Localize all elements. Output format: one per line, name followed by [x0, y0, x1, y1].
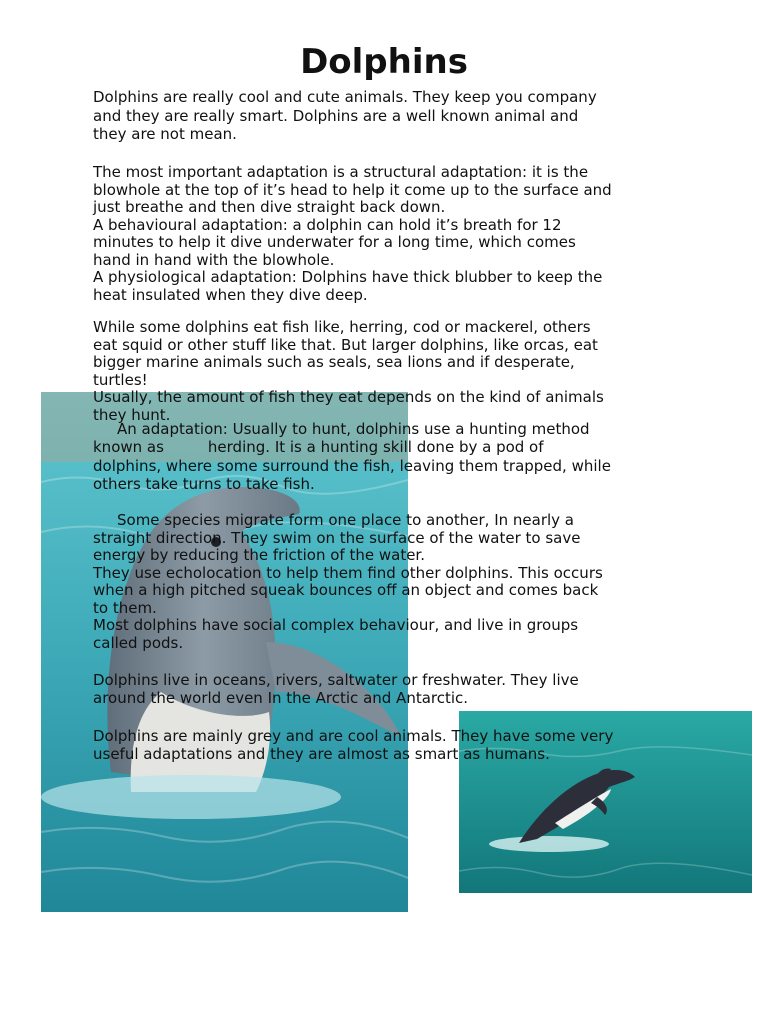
text-line: eat squid or other stuff like that. But larger dolphins, like orcas, eat [93, 335, 598, 354]
text-line: Dolphins are really cool and cute animals. They keep you company [93, 88, 597, 106]
text-line: Most dolphins have social complex behaviour, and live in groups [93, 616, 579, 634]
text-line: Usually, the amount of fish they eat depends on the kind of animals [93, 388, 604, 406]
text-line: around the world even In the Arctic and Antarctic. [93, 688, 469, 707]
text-line: energy by reducing the friction of the water. [93, 546, 425, 564]
text-line: They use echolocation to help them find other dolphins. This occurs [93, 563, 603, 582]
migration-paragraph [93, 512, 683, 652]
conclusion-paragraph [93, 728, 683, 763]
text-line: While some dolphins eat fish like, herring, cod or mackerel, others [93, 318, 591, 336]
diet-paragraph [93, 319, 683, 424]
text-line: they are not mean. [93, 125, 237, 143]
text-line [93, 420, 683, 438]
text-line: and they are really smart. Dolphins are a well known animal and [93, 106, 579, 125]
text-line: called pods. [93, 633, 184, 652]
text-line: hand in hand with the blowhole. [93, 250, 335, 269]
text-line: The most important adaptation is a structural adaptation: it is the [93, 163, 589, 181]
text-span: known as [93, 438, 164, 457]
text-span: An adaptation: Usually to hunt, dolphins use a hunting method [117, 420, 590, 438]
text-line [93, 438, 683, 456]
hunting-paragraph [93, 420, 683, 493]
text-line: to them. [93, 598, 157, 617]
intro-paragraph [93, 88, 683, 144]
text-line: just breathe and then dive straight back down. [93, 198, 446, 216]
text-line: they hunt. [93, 405, 171, 424]
text-line: A behavioural adaptation: a dolphin can hold it’s breath for 12 [93, 215, 562, 234]
text-line: straight direction. They swim on the surface of the water to save [93, 528, 581, 547]
adaptations-paragraph [93, 164, 683, 304]
text-line: Dolphins are mainly grey and are cool animals. They have some very [93, 727, 614, 745]
text-line: turtles! [93, 370, 148, 389]
text-span: Some species migrate form one place to another, In nearly a [117, 511, 575, 529]
text-line: blowhole at the top of it’s head to help it come up to the surface and [93, 180, 612, 199]
text-span: herding. It is a hunting skill done by a pod of [207, 438, 544, 457]
habitat-paragraph [93, 672, 683, 707]
text-line [93, 512, 683, 530]
text-line: minutes to help it dive underwater for a long time, which comes [93, 233, 576, 251]
text-line: dolphins, where some surround the fish, leaving them trapped, while [93, 456, 611, 475]
text-line: others take turns to take fish. [93, 474, 315, 493]
text-line: useful adaptations and they are almost as smart as humans. [93, 744, 550, 763]
text-line: bigger marine animals such as seals, sea lions and if desperate, [93, 353, 575, 371]
text-line: when a high pitched squeak bounces off an object and comes back [93, 581, 599, 599]
page-title: Dolphins [300, 42, 468, 82]
text-line: A physiological adaptation: Dolphins have thick blubber to keep the [93, 268, 603, 286]
text-line: heat insulated when they dive deep. [93, 285, 368, 304]
text-line: Dolphins live in oceans, rivers, saltwater or freshwater. They live [93, 671, 579, 689]
